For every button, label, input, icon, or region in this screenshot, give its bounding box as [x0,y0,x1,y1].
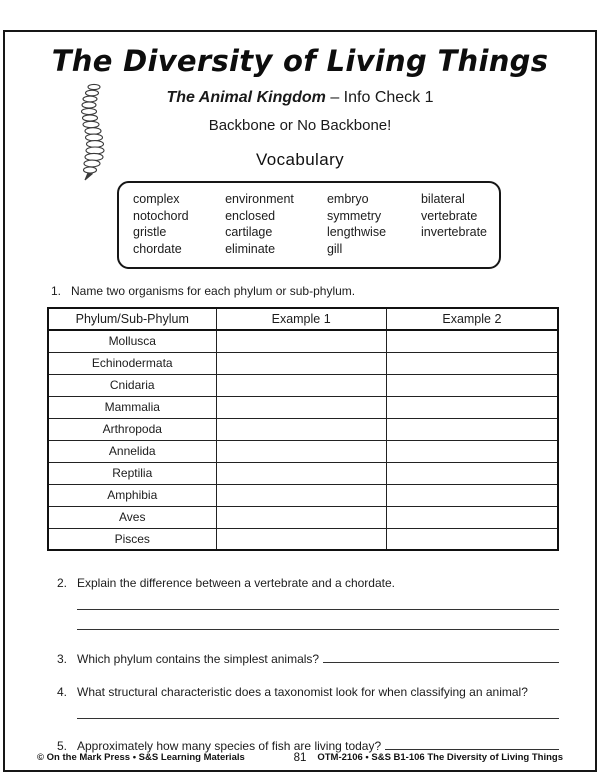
column-header-example2: Example 2 [386,308,558,330]
vocabulary-heading: Vocabulary [255,150,345,169]
vocab-word: cartilage [225,225,273,239]
example-cell [386,352,558,374]
table-row [48,528,558,550]
question-3 [57,651,559,666]
column-header-phylum: Phylum/Sub-Phylum [48,308,216,330]
question-text: Explain the difference between a vertebrate and a chordate. [77,576,395,590]
table-row [48,462,558,484]
example-cell [386,330,558,352]
page-title: The Diversity of Living Things [51,44,549,78]
vocab-word: chordate [133,241,182,256]
question-text: Which phylum contains the simplest animals? [77,652,320,666]
question-number: 3. [57,652,68,666]
example-cell [386,418,558,440]
table-row [48,330,558,352]
example-cell [216,484,386,506]
vocab-column-3 [327,191,421,257]
example-cell [386,484,558,506]
example-cell [216,440,386,462]
vocabulary-box [117,181,501,269]
vocab-column-1 [133,191,225,257]
vocab-word: gill [326,241,343,256]
table-row [48,440,558,462]
page-number: 81 [293,752,307,764]
example-cell [386,462,558,484]
vocab-word: environment [225,192,294,206]
question-number: 5. [57,739,68,753]
spine-illustration-icon [71,82,115,182]
phylum-cell: Cnidaria [48,374,216,396]
vocab-word: symmetry [326,208,382,223]
table-row [48,506,558,528]
example-cell [216,462,386,484]
phylum-cell: Echinodermata [48,352,216,374]
example-cell [386,374,558,396]
example-cell [386,440,558,462]
example-cell [216,330,386,352]
vocab-word: enclosed [225,208,276,223]
table-row [48,484,558,506]
question-number: 2. [57,576,68,590]
phylum-cell: Arthropoda [48,418,216,440]
question-4 [57,685,559,719]
table-row [48,374,558,396]
question-number: 4. [57,685,68,699]
phylum-cell: Pisces [48,528,216,550]
tagline: Backbone or No Backbone! [208,117,392,134]
page-footer [5,752,595,763]
table-header-row [48,308,558,330]
answer-line [385,738,559,750]
question-text: Approximately how many species of fish are living today? [77,739,382,753]
footer-publisher: © On the Mark Press • S&S Learning Materials [37,752,245,763]
vocab-word: eliminate [225,241,276,256]
question-5 [57,738,559,753]
phylum-cell: Annelida [48,440,216,462]
vocab-word: invertebrate [420,225,487,239]
page-border-frame [3,30,597,772]
vocab-column-2 [225,191,327,257]
example-cell [386,528,558,550]
example-cell [386,396,558,418]
question-number: 1. [51,284,62,298]
vocab-word: lengthwise [326,225,387,239]
vocab-word: bilateral [420,192,465,206]
phylum-cell: Mollusca [48,330,216,352]
phylum-cell: Amphibia [48,484,216,506]
phylum-cell: Reptilia [48,462,216,484]
question-1 [51,284,559,298]
answer-line [323,651,559,663]
phylum-table [47,307,559,551]
subtitle-rest: – Info Check 1 [325,89,434,106]
column-header-example1: Example 1 [216,308,386,330]
question-text: Name two organisms for each phylum or sub-phylum. [71,284,356,298]
example-cell [386,506,558,528]
example-cell [216,374,386,396]
vocab-word: vertebrate [420,208,478,223]
subtitle-emphasis: The Animal Kingdom [166,89,326,106]
example-cell [216,418,386,440]
table-row [48,396,558,418]
answer-line [77,590,559,610]
phylum-cell: Mammalia [48,396,216,418]
vocab-word: notochord [133,208,189,223]
question-2 [57,576,559,630]
example-cell [216,506,386,528]
phylum-cell: Aves [48,506,216,528]
example-cell [216,528,386,550]
answer-line [77,699,559,719]
vocab-word: complex [133,192,180,206]
table-row [48,418,558,440]
example-cell [216,352,386,374]
vocab-column-4 [421,191,487,257]
table-row [48,352,558,374]
footer-catalog: OTM-2106 • S&S B1-106 The Diversity of Living Things [317,752,563,763]
vocab-word: embryo [326,192,369,206]
question-text: What structural characteristic does a taxonomist look for when classifying an animal? [77,685,528,699]
vocab-word: gristle [133,225,167,239]
answer-line [77,610,559,630]
example-cell [216,396,386,418]
